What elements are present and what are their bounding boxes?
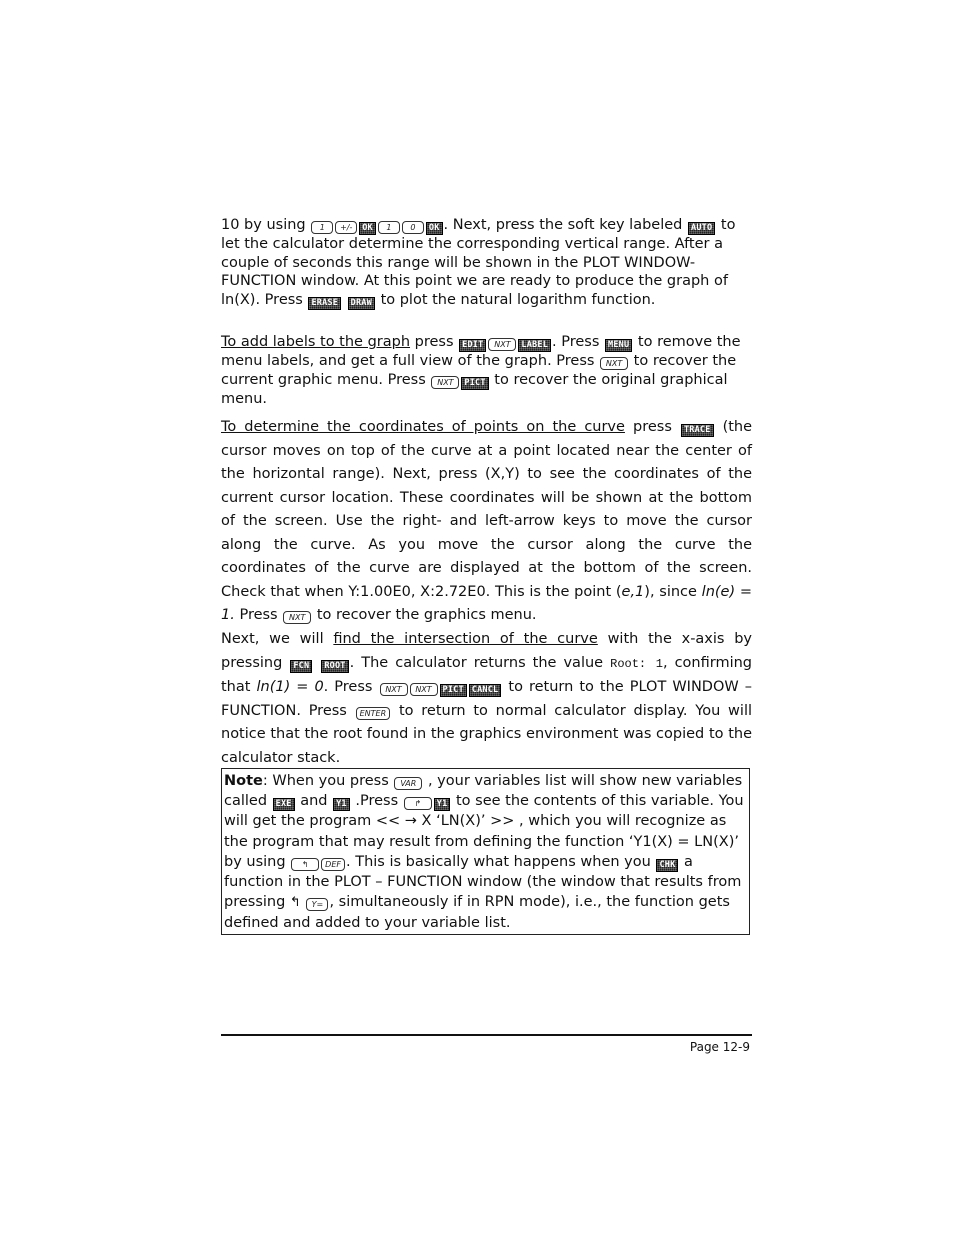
left-shift-icon: ↰	[291, 858, 319, 871]
paragraph-auto-range: 10 by using 1 +/- OK 1 0 OK . Next, press the soft key labeled AUTO to let the calculator determine the corresponding vertical range. After a couple of seconds this range will be shown in the PLOT WINDOW-FUNCTION window. At this point we are ready to produce the graph of ln(X). Press ERASE DRAW to plot the natural logarithm function.	[221, 217, 736, 308]
softkey-root: ROOT	[321, 660, 348, 673]
softkey-draw: DRAW	[348, 297, 375, 310]
page-number: Page 12-9	[689, 1040, 750, 1054]
softkey-auto: AUTO	[688, 222, 715, 235]
note-box	[221, 768, 750, 935]
paragraph-trace: To determine the coordinates of points on the curve press TRACE (the cursor moves on top of the curve at a point located near the center of the horizontal range). Next, press (X,Y) to see the coordinates of the current cursor location. These coordinates will be shown at the bottom of the screen. Use the right- and left-arrow keys to move the cursor along the curve. As you move the cursor along the curve the coordinates of the curve are displayed at the bottom of the screen. Check that when Y:1.00E0, X:2.72E0. This is the point (e,1), since ln(e) = 1. Press NXT to recover the graphics menu.	[221, 419, 753, 623]
footer-rule	[221, 1034, 752, 1036]
softkey-erase: ERASE	[308, 297, 341, 310]
key-nxt: NXT	[488, 338, 516, 351]
softkey-edit: EDIT	[459, 339, 486, 352]
paragraph-labels: To add labels to the graph press EDIT NXT LABEL . Press MENU to remove the menu labels, and get a full view of the graph. Press NXT to recover the current graphic menu. Press NXT PICT to recover the original graphical menu.	[221, 334, 741, 407]
softkey-menu: MENU	[605, 339, 632, 352]
softkey-ok: OK	[359, 222, 376, 235]
softkey-ok: OK	[426, 222, 443, 235]
softkey-y1: Y1	[333, 798, 350, 811]
key-enter: ENTER	[356, 707, 391, 720]
softkey-pict: PICT	[440, 684, 467, 697]
key-1: 1	[378, 221, 400, 234]
softkey-trace: TRACE	[681, 424, 714, 437]
right-shift-icon: ↱	[404, 797, 432, 810]
softkey-cancl: CANCL	[469, 684, 502, 697]
key-plus-minus: +/-	[335, 221, 357, 234]
key-nxt: NXT	[380, 683, 408, 696]
key-nxt: NXT	[431, 376, 459, 389]
softkey-y1: Y1	[434, 798, 451, 811]
key-nxt: NXT	[600, 357, 628, 370]
root-output: Root: 1	[610, 656, 663, 671]
key-nxt: NXT	[283, 611, 311, 624]
softkey-fcn: FCN	[290, 660, 312, 673]
key-1: 1	[311, 221, 333, 234]
note-text: Note: When you press VAR , your variables list will show new variables called EXE and Y1 .Press ↱ Y1 to see the contents of this variable. You will get the program << → X ‘LN(X)’ >> , which you will recognize as the program that may result from defining the function ‘Y1(X) = LN(X)’ by using ↰ DEF . This is basically what happens when you CHK a function in the PLOT – FUNCTION window (the window that results from pressing ↰ Y= , simultaneously if in RPN mode), i.e., the function gets defined and added to your variable list.	[224, 773, 744, 932]
key-def: DEF	[321, 858, 345, 871]
paragraph-root: Next, we will find the intersection of the curve with the x-axis by pressing FCN ROOT . The calculator returns the value Root: 1, confirming that ln(1) = 0. Press NXT NXT PICT CANCL to return to the PLOT WINDOW – FUNCTION. Press ENTER to return to normal calculator display. You will notice that the root found in the graphics environment was copied to the calculator stack.	[221, 631, 753, 766]
softkey-pict: PICT	[461, 377, 488, 390]
key-y-equals: Y=	[306, 898, 328, 911]
key-nxt: NXT	[410, 683, 438, 696]
left-shift-icon: ↰	[289, 895, 301, 911]
key-0: 0	[402, 221, 424, 234]
key-var: VAR	[394, 777, 422, 790]
softkey-exe: EXE	[273, 798, 295, 811]
softkey-check: CHK	[656, 859, 678, 872]
softkey-label: LABEL	[518, 339, 551, 352]
